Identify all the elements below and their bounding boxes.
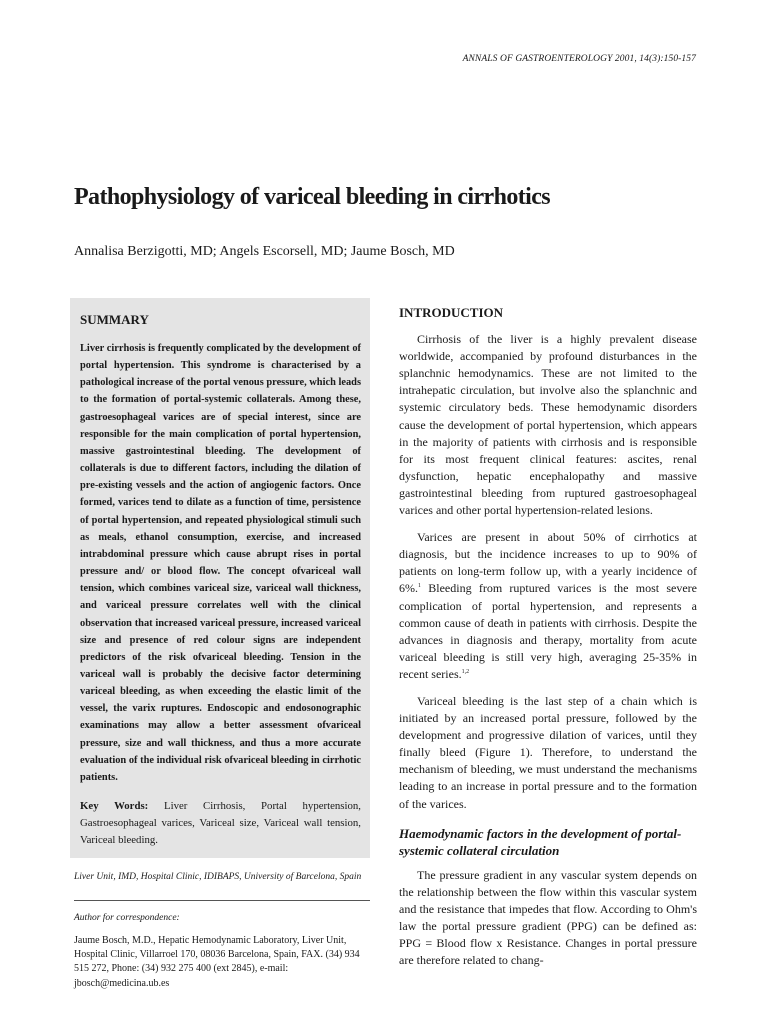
journal-citation: ANNALS OF GASTROENTEROLOGY 2001, 14(3):150-157: [462, 54, 696, 64]
keywords: [80, 798, 361, 849]
summary-text: Liver cirrhosis is frequently complicated by the development of portal hypertension. This syndrome is characterised by a pathological increase of the portal venous pressure, which leads to the formation of portal-systemic collaterals. Among these, gastroesophageal varices are of special interest, since are responsible for the main complication of portal hypertension, massive gastrointestinal bleeding. The development of collaterals is due to different factors, including the dilation of pre-existing vessels and the action of angiogenic factors. Once formed, varices tend to dilate as a function of time, persistence of portal hypertension, and repeated physiological stimuli such as meals, ethanol consumption, exercise, and increased intrabdominal pressure which cause abrupt rises in portal pressure and/ or blood flow. The concept ofvariceal wall tension, which combines variceal size, variceal wall thickness, and variceal pressure correlates well with the clinical observation that increased variceal pressure, increased variceal size and presence of red colour signs are independent predictors of the risk ofvariceal bleeding. Tension in the variceal wall is probably the decisive factor determining variceal bleeding, as when exceeding the elastic limit of the vessel, the varix ruptures. Endoscopic and endosonographic examinations may allow a better assessment ofvariceal pressure, size and wall thickness, and thus a more accurate evaluation of the individual risk ofvariceal bleeding in cirrhotic patients.: [80, 343, 361, 783]
summary-box: [70, 298, 370, 858]
correspondence-text: Jaume Bosch, M.D., Hepatic Hemodynamic Laboratory, Liver Unit, Hospital Clinic, Villarroel 170, 08036 Barcelona, Spain, FAX. (34) 934 515 272, Phone: (34) 932 275 400 (ext 2845), e-mail: jbosch@medicina.ub.es: [74, 935, 360, 989]
intro-paragraph-3: Variceal bleeding is the last step of a chain which is initiated by an increased portal pressure, followed by the development and progressive dilation of varices, until they finally bleed (Figure 1). Therefore, to understand the mechanism of bleeding, we must understand the mechanisms leading to an increase in portal pressure and to the formation of the varices.: [399, 693, 697, 811]
haemodynamic-paragraph-1: The pressure gradient in any vascular system depends on the relationship between the flow within this vascular system and the resistance that impedes that flow. According to Ohm's law the portal pressure gradient (PPG) can be defined as: PPG = Blood flow x Resistance. Changes in portal pressure are therefore related to chang-: [399, 867, 697, 968]
footnote-divider: [74, 900, 370, 901]
author-list: Annalisa Berzigotti, MD; Angels Escorsell, MD; Jaume Bosch, MD: [74, 244, 455, 259]
keywords-list: Liver Cirrhosis, Portal hypertension, Gastroesophageal varices, Variceal size, Variceal wall tension, Variceal bleeding.: [80, 800, 361, 847]
correspondence-label: Author for correspondence:: [74, 913, 180, 923]
article-title: Pathophysiology of variceal bleeding in cirrhotics: [74, 184, 550, 210]
summary-heading: SUMMARY: [80, 312, 149, 327]
affiliation: Liver Unit, IMD, Hospital Clinic, IDIBAPS, University of Barcelona, Spain: [74, 872, 362, 882]
citation-ref-1: 1: [418, 583, 421, 590]
intro-paragraph-2-part-b: Bleeding from ruptured varices is the most severe complication of portal hypertension, and represents a common cause of death in patients with cirrhosis. Despite the advances in diagnosis and therapy, mortality from acute variceal bleeding is still very high, averaging 25-35% in recent series.: [399, 581, 697, 681]
introduction-heading: INTRODUCTION: [399, 305, 504, 320]
main-text-column: [399, 304, 697, 979]
haemodynamic-heading: Haemodynamic factors in the development of portal-systemic collateral circulation: [399, 825, 682, 858]
citation-ref-2: 1,2: [461, 668, 470, 675]
keywords-label: Key Words:: [80, 800, 149, 813]
intro-paragraph-2: [399, 529, 697, 683]
intro-paragraph-2-part-a: Varices are present in about 50% of cirrhotics at diagnosis, but the incidence increases to up to 90% of patients on long-term follow up, with a yearly incidence of 6%.: [399, 530, 697, 596]
intro-paragraph-1: Cirrhosis of the liver is a highly prevalent disease worldwide, accompanied by profound disturbances in the splanchnic hemodynamics. These are not limited to the intrahepatic circulation, but involve also the splanchnic and systemic circulatory beds. These hemodynamic disorders cause the development of portal hypertension, which appears in the majority of patients with cirrhosis and is responsible for its most frequent clinical features: ascites, renal dysfunction, hepatic encephalopathy and massive gastrointestinal bleeding from ruptured gastroesophageal varices and other portal hypertension-related lesions.: [399, 332, 697, 518]
